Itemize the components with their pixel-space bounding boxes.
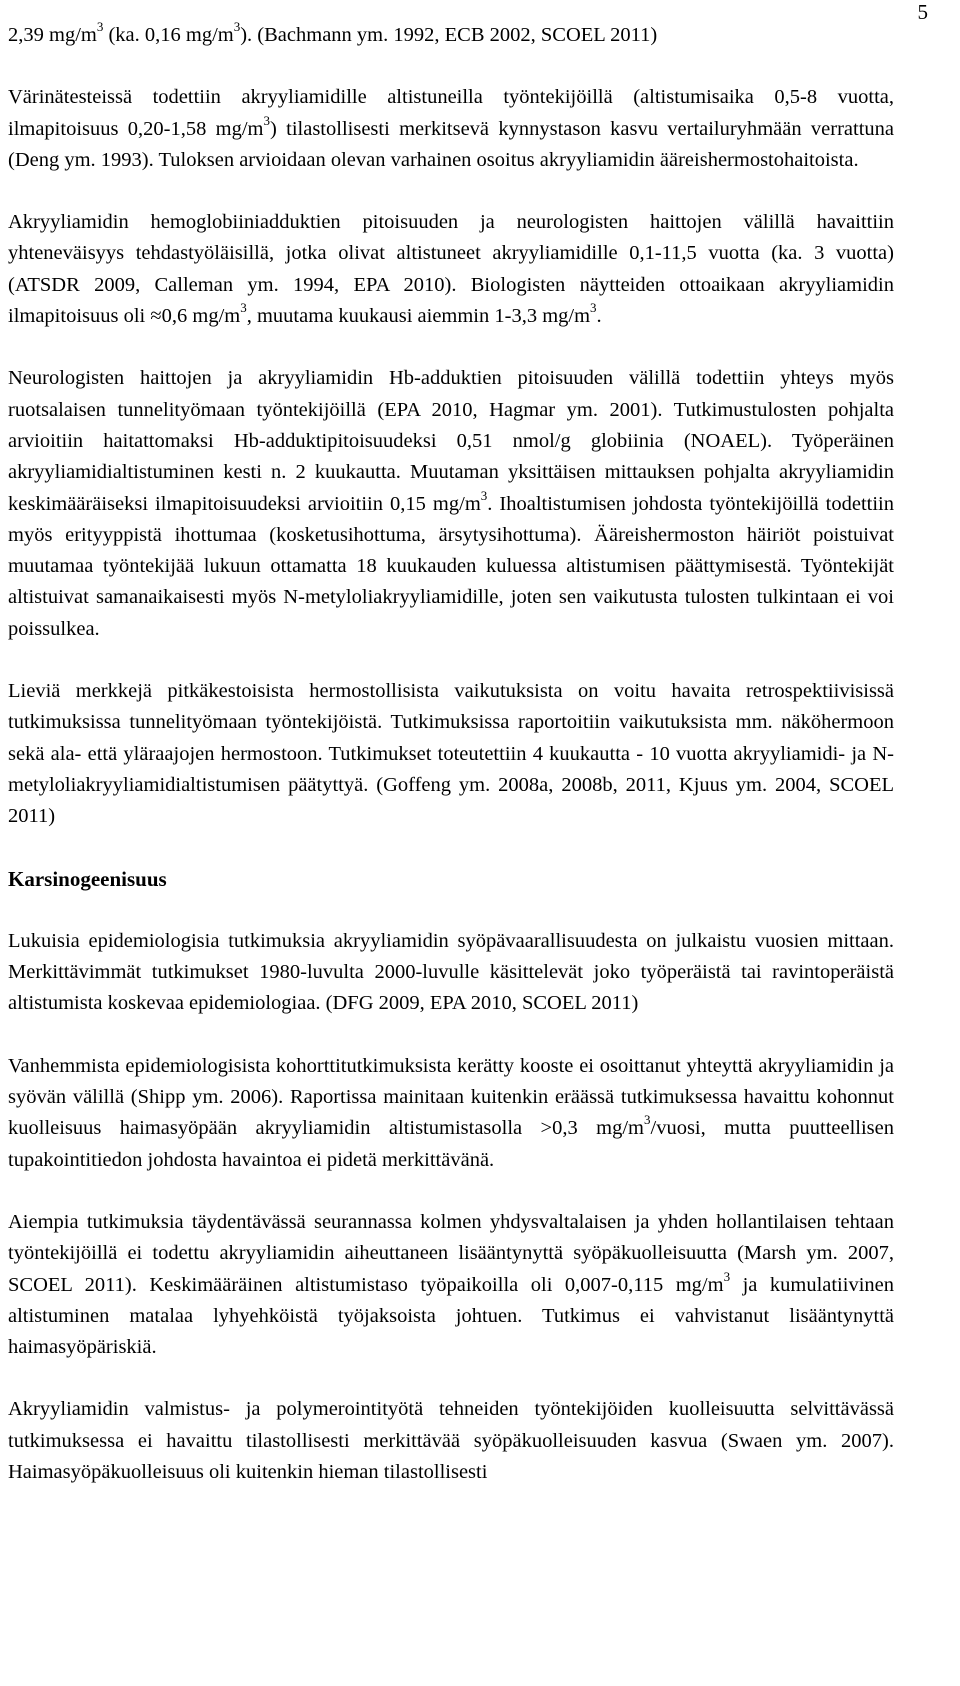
text-run: . Ihoaltistumisen johdosta työntekijöillä todettiin myös erityyppistä ihottumaa (kosketusihottuma, ärsytysihottuma). Ääreishermoston häiriöt poistuivat muutamaa työntekijää lukuun ottamatta 18 kuukauden kuluessa altistumisen päättymisestä. Työntekijät altistuivat samanaikaisesti myös N-metyloliakryyliamidille, joten sen vaikutusta tulosten tulkintaan ei voi poissulkea.: [8, 492, 894, 640]
paragraph-cohort-studies: [8, 1051, 894, 1176]
text-run: 2,39 mg/m: [8, 24, 97, 46]
text-run: , muutama kuukausi aiemmin 1-3,3 mg/m: [246, 305, 591, 328]
paragraph-vibration-tests: [8, 82, 894, 176]
text-run: Aiempia tutkimuksia täydentävässä seurannassa kolmen yhdysvaltalaisen ja yhden hollantilaisen tehtaan työntekijöillä ei todettu akryyliamidin aiheuttaneen lisääntynyttä syöpäkuolleisuutta (Marsh ym. 2007, SCOEL 2011). Keskimääräinen altistumistaso työpaikoilla oli 0,007-0,115 mg/m: [8, 1210, 894, 1296]
superscript: 3: [233, 19, 241, 35]
section-heading-carcinogenicity: Karsinogeenisuus: [8, 866, 167, 891]
text-run: ja kumulatiivinen altistuminen matalaa lyhyehköistä työjaksoista johtuen. Tutkimus ei vahvistanut lisääntynyttä haimasyöpäriskiä.: [8, 1273, 894, 1359]
text-run: Vanhemmista epidemiologisista kohorttitutkimuksista kerätty kooste ei osoittanut yhteyttä akryyliamidin ja syövän välillä (Shipp ym. 2006). Raportissa mainitaan kuitenkin eräässä tutkimuksessa havaittu kohonnut kuolleisuus haimasyöpään akryyliamidin altistumistasolla >0,3 mg/m: [8, 1054, 894, 1140]
paragraph-long-term-effects: Lieviä merkkejä pitkäkestoisista hermostollisista vaikutuksista on voitu havaita retrospektiivisissä tutkimuksissa tunnelityömaan työntekijöistä. Tutkimuksissa raportoitiin vaikutuksista mm. näköhermoon sekä ala- että yläraajojen hermostoon. Tutkimukset toteutettiin 4 kuukautta - 10 vuotta akryyliamidi- ja N-metyloliakryyliamidialtistumisen päätyttyä. (Goffeng ym. 2008a, 2008b, 2011, Kjuus ym. 2004, SCOEL 2011): [8, 680, 894, 828]
superscript: 3: [263, 112, 271, 128]
paragraph-epidemiology: Lukuisia epidemiologisia tutkimuksia akryyliamidin syöpävaarallisuudesta on julkaistu vuosien mittaan. Merkittävimmät tutkimukset 1980-luvulta 2000-luvulle käsittelevät joko työperäistä tai ravintoperäistä altistumista koskevaa epidemiologiaa. (DFG 2009, EPA 2010, SCOEL 2011): [8, 929, 894, 1015]
paragraph-follow-up: [8, 1207, 894, 1363]
paragraph-tunnel-workers: [8, 363, 894, 645]
document-body: [8, 20, 894, 1488]
text-run: ) tilastollisesti merkitsevä kynnystason kasvu vertailuryhmään verrattuna (Deng ym. 1993). Tuloksen arvioidaan olevan varhainen osoitus akryyliamidin ääreishermostohaitoista.: [8, 117, 894, 171]
superscript: 3: [644, 1112, 651, 1128]
paragraph-hemoglobin-adducts: [8, 207, 894, 332]
superscript: 3: [240, 300, 247, 316]
text-run: /vuosi, mutta puutteellisen tupakointitiedon johdosta havaintoa ei pidetä merkittävänä.: [8, 1117, 895, 1171]
text-run: ). (Bachmann ym. 1992, ECB 2002, SCOEL 2011): [240, 24, 658, 46]
text-run: Neurologisten haittojen ja akryyliamidin Hb-adduktien pitoisuuden välillä todettiin yhteys myös ruotsalaisen tunnelityömaan työntekijöillä (EPA 2010, Hagmar ym. 2001). Tutkimustulosten pohjalta arvioitiin haitattomaksi Hb-adduktipitoisuudeksi 0,51 nmol/g globiinia (NOAEL). Työperäinen akryyliamidialtistuminen kesti n. 2 kuukautta. Muutaman yksittäisen mittauksen pohjalta akryyliamidin keskimääräiseksi ilmapitoisuudeksi arvioitiin 0,15 mg/m: [8, 367, 894, 515]
text-run: Värinätesteissä todettiin akryyliamidille altistuneilla työntekijöillä (altistumisaika 0,5-8 vuotta, ilmapitoisuus 0,20-1,58 mg/m: [8, 86, 894, 140]
superscript: 3: [590, 300, 597, 316]
superscript: 3: [480, 487, 488, 503]
text-run: .: [596, 305, 602, 328]
paragraph-polymerization-workers: Akryyliamidin valmistus- ja polymerointityötä tehneiden työntekijöiden kuolleisuutta selvittävässä tutkimuksessa ei havaittu tilastollisesti merkittävää syöpäkuolleisuuden kasvua (Swaen ym. 2007). Haimasyöpäkuolleisuus oli kuitenkin hieman tilastollisesti: [8, 1398, 894, 1483]
superscript: 3: [723, 1268, 731, 1284]
superscript: 3: [96, 19, 104, 35]
page-number: 5: [917, 0, 928, 24]
text-run: (ka. 0,16 mg/m: [103, 24, 234, 46]
paragraph-exposure-values: [8, 20, 894, 51]
text-run: Akryyliamidin hemoglobiiniadduktien pitoisuuden ja neurologisten haittojen välillä havaittiin yhteneväisyys tehdastyöläisillä, jotka olivat altistuneet akryyliamidille 0,1-11,5 vuotta (ka. 3 vuotta) (ATSDR 2009, Calleman ym. 1994, EPA 2010). Biologisten näytteiden ottoaikaan akryyliamidin ilmapitoisuus oli ≈0,6 mg/m: [8, 211, 894, 328]
